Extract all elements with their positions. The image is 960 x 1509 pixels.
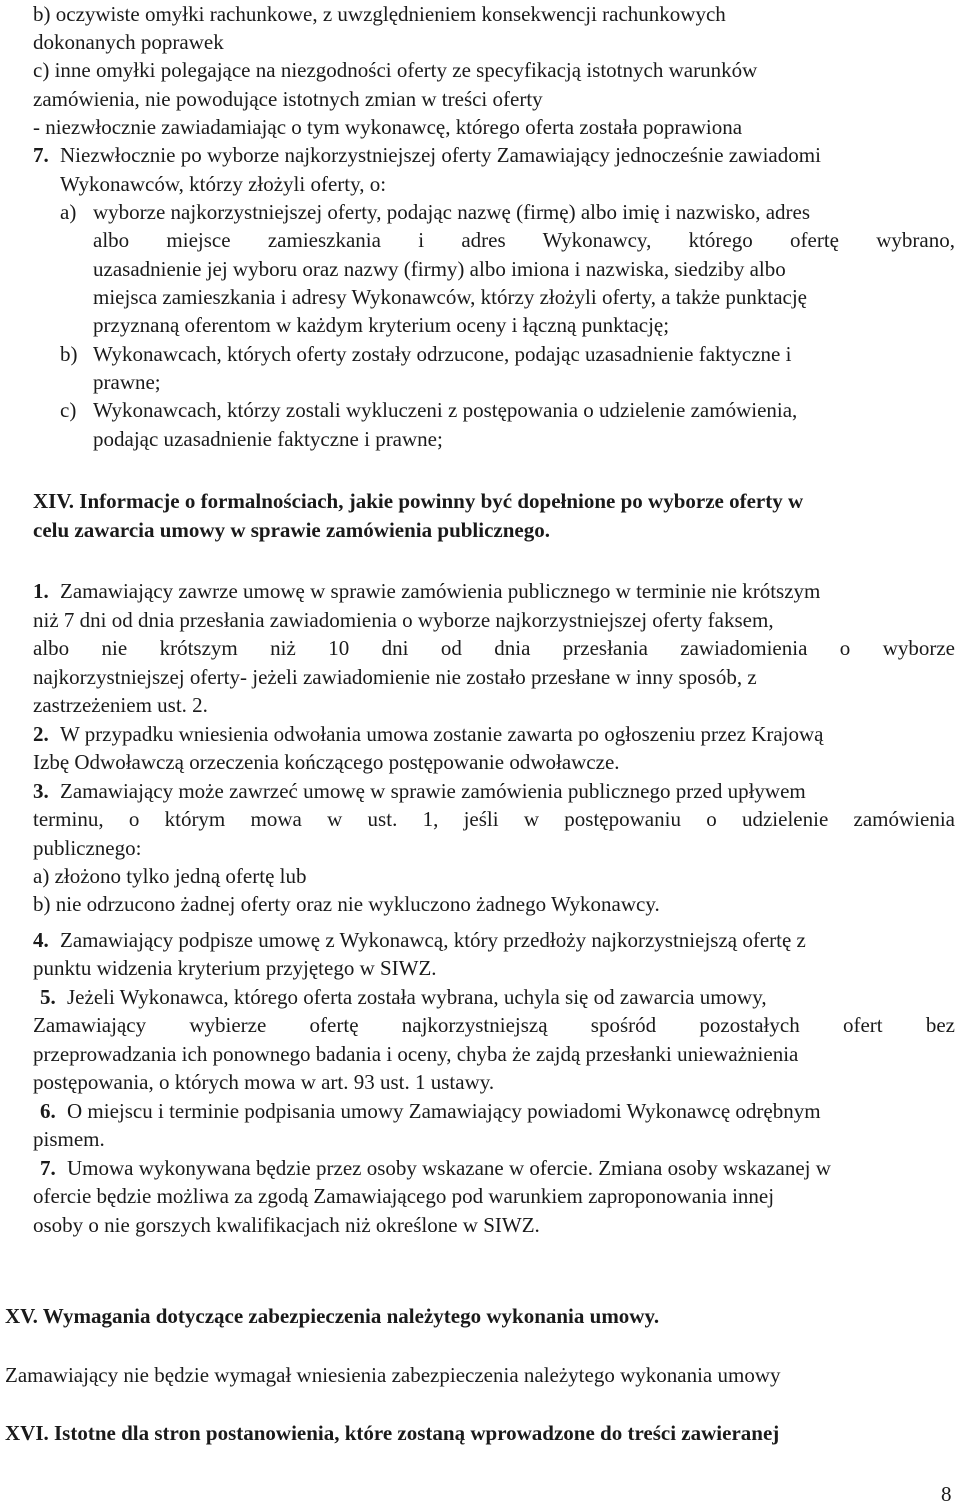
item7-a-line: uzasadnienie jej wyboru oraz nazwy (firmy) albo imiona i nazwiska, siedziby albo	[93, 257, 786, 281]
xiv-p3-number: 3.	[33, 779, 49, 803]
item7-b-line: prawne;	[93, 370, 161, 394]
xiv-p3-line: Zamawiający może zawrzeć umowę w sprawie zamówienia publicznego przed upływem	[60, 779, 806, 803]
xiv-p6-line: O miejscu i terminie podpisania umowy Zamawiający powiadomi Wykonawcę odrębnym	[67, 1099, 821, 1123]
section-xiv-heading: XIV. Informacje o formalnościach, jakie powinny być dopełnione po wyborze oferty w	[33, 489, 804, 513]
xiv-p1-line: Zamawiający zawrze umowę w sprawie zamówienia publicznego w terminie nie krótszym	[60, 579, 821, 603]
xiv-p1-line: niż 7 dni od dnia przesłania zawiadomienia o wyborze najkorzystniejszej oferty faksem,	[33, 608, 774, 632]
item7-a-line: albo miejsce zamieszkania i adres Wykonawcy, którego ofertę wybrano,	[93, 228, 955, 252]
xiv-p4-line: Zamawiający podpisze umowę z Wykonawcą, który przedłoży najkorzystniejszą ofertę z	[60, 928, 806, 952]
xiv-p6-number: 6.	[40, 1099, 56, 1123]
xiv-p7-line: ofercie będzie możliwa za zgodą Zamawiającego pod warunkiem zaproponowania innej	[33, 1184, 775, 1208]
xiv-p3-line: a) złożono tylko jedną ofertę lub	[33, 864, 307, 888]
item7-b-line: Wykonawcach, których oferty zostały odrzucone, podając uzasadnienie faktyczne i	[93, 342, 792, 366]
xiv-p1-line: albo nie krótszym niż 10 dni od dnia przesłania zawiadomienia o wyborze	[33, 636, 955, 660]
xiv-p2-line: Izbę Odwoławczą orzeczenia kończącego postępowanie odwoławcze.	[33, 750, 620, 774]
page-number: 8	[941, 1482, 952, 1506]
xiv-p3-line: terminu, o którym mowa w ust. 1, jeśli w postępowaniu o udzielenie zamówienia	[33, 807, 955, 831]
item7-line: Niezwłocznie po wyborze najkorzystniejszej oferty Zamawiający jednocześnie zawiadomi	[60, 143, 821, 167]
section-xiv-heading: celu zawarcia umowy w sprawie zamówienia publicznego.	[33, 518, 550, 542]
top-line: b) oczywiste omyłki rachunkowe, z uwzględnieniem konsekwencji rachunkowych	[33, 2, 726, 26]
xiv-p1-number: 1.	[33, 579, 49, 603]
xiv-p3-line: b) nie odrzucono żadnej oferty oraz nie wykluczono żadnego Wykonawcy.	[33, 892, 660, 916]
xiv-p7-number: 7.	[40, 1156, 56, 1180]
section-xvi-heading: XVI. Istotne dla stron postanowienia, które zostaną wprowadzone do treści zawieranej	[5, 1421, 780, 1445]
item7-a-line: miejsca zamieszkania i adresy Wykonawców, którzy złożyli oferty, a także punktację	[93, 285, 807, 309]
item7-number: 7.	[33, 143, 49, 167]
top-line: - niezwłocznie zawiadamiając o tym wykonawcę, którego oferta została poprawiona	[33, 115, 743, 139]
item7-c-line: Wykonawcach, którzy zostali wykluczeni z postępowania o udzielenie zamówienia,	[93, 398, 798, 422]
xiv-p5-number: 5.	[40, 985, 56, 1009]
xiv-p5-line: postępowania, o których mowa w art. 93 ust. 1 ustawy.	[33, 1070, 495, 1094]
xiv-p2-number: 2.	[33, 722, 49, 746]
top-line: dokonanych poprawek	[33, 30, 224, 54]
item7-c-label: c)	[60, 398, 77, 422]
item7-a-line: przyznaną oferentom w każdym kryterium oceny i łączną punktację;	[93, 313, 670, 337]
xiv-p6-line: pismem.	[33, 1127, 105, 1151]
xiv-p4-number: 4.	[33, 928, 49, 952]
xiv-p5-line: Zamawiający wybierze ofertę najkorzystniejszą spośród pozostałych ofert bez	[33, 1013, 955, 1037]
xiv-p3-line: publicznego:	[33, 836, 142, 860]
xiv-p4-line: punktu widzenia kryterium przyjętego w SIWZ.	[33, 956, 437, 980]
section-xv-text: Zamawiający nie będzie wymagał wniesienia zabezpieczenia należytego wykonania umowy	[5, 1363, 781, 1387]
item7-line: Wykonawców, którzy złożyli oferty, o:	[60, 172, 387, 196]
xiv-p7-line: osoby o nie gorszych kwalifikacjach niż określone w SIWZ.	[33, 1213, 540, 1237]
item7-c-line: podając uzasadnienie faktyczne i prawne;	[93, 427, 443, 451]
item7-a-label: a)	[60, 200, 77, 224]
xiv-p5-line: przeprowadzania ich ponownego badania i oceny, chyba że zajdą przesłanki unieważnienia	[33, 1042, 799, 1066]
xiv-p7-line: Umowa wykonywana będzie przez osoby wskazane w ofercie. Zmiana osoby wskazanej w	[67, 1156, 831, 1180]
item7-b-label: b)	[60, 342, 78, 366]
section-xv-heading: XV. Wymagania dotyczące zabezpieczenia należytego wykonania umowy.	[5, 1304, 660, 1328]
xiv-p1-line: zastrzeżeniem ust. 2.	[33, 693, 208, 717]
item7-a-line: wyborze najkorzystniejszej oferty, podając nazwę (firmę) albo imię i nazwisko, adres	[93, 200, 811, 224]
xiv-p2-line: W przypadku wniesienia odwołania umowa zostanie zawarta po ogłoszeniu przez Krajową	[60, 722, 824, 746]
xiv-p1-line: najkorzystniejszej oferty- jeżeli zawiadomienie nie zostało przesłane w inny sposób, z	[33, 665, 757, 689]
top-line: zamówienia, nie powodujące istotnych zmian w treści oferty	[33, 87, 543, 111]
top-line: c) inne omyłki polegające na niezgodności oferty ze specyfikacją istotnych warunków	[33, 58, 758, 82]
xiv-p5-line: Jeżeli Wykonawca, którego oferta została wybrana, uchyla się od zawarcia umowy,	[67, 985, 767, 1009]
